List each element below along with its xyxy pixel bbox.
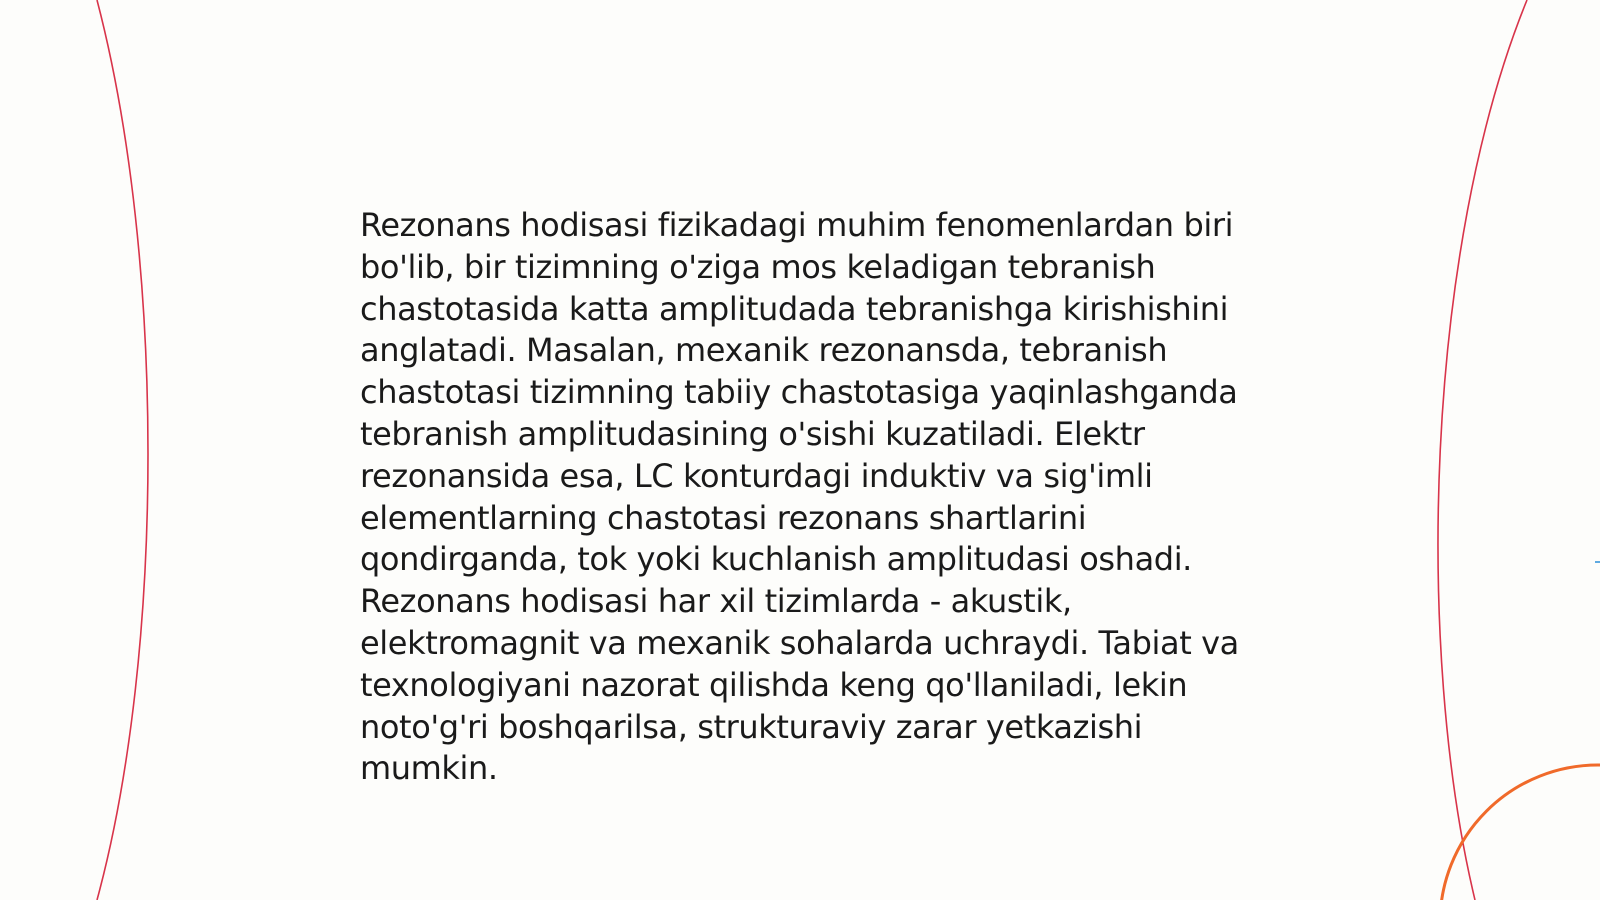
right-red-curve: [1438, 0, 1527, 900]
bottom-right-orange-circle: [1440, 765, 1600, 900]
left-red-curve: [97, 0, 148, 900]
body-paragraph: Rezonans hodisasi fizikadagi muhim fenomenlardan biri bo'lib, bir tizimning o'ziga mos keladigan tebranish chastotasida katta amplitudada tebranishga kirishishini anglatadi. Masalan, mexanik rezonansda, tebranish chastotasi tizimning tabiiy chastotasiga yaqinlashganda tebranish amplitudasining o'sishi kuzatiladi. Elektr rezonansida esa, LC konturdagi induktiv va sig'imli elementlarning chastotasi rezonans shartlarini qondirganda, tok yoki kuchlanish amplitudasi oshadi. Rezonans hodisasi har xil tizimlarda - akustik, elektromagnit va mexanik sohalarda uchraydi. Tabiat va texnologiyani nazorat qilishda keng qo'llaniladi, lekin noto'g'ri boshqarilsa, strukturaviy zarar yetkazishi mumkin.: [360, 206, 1239, 788]
